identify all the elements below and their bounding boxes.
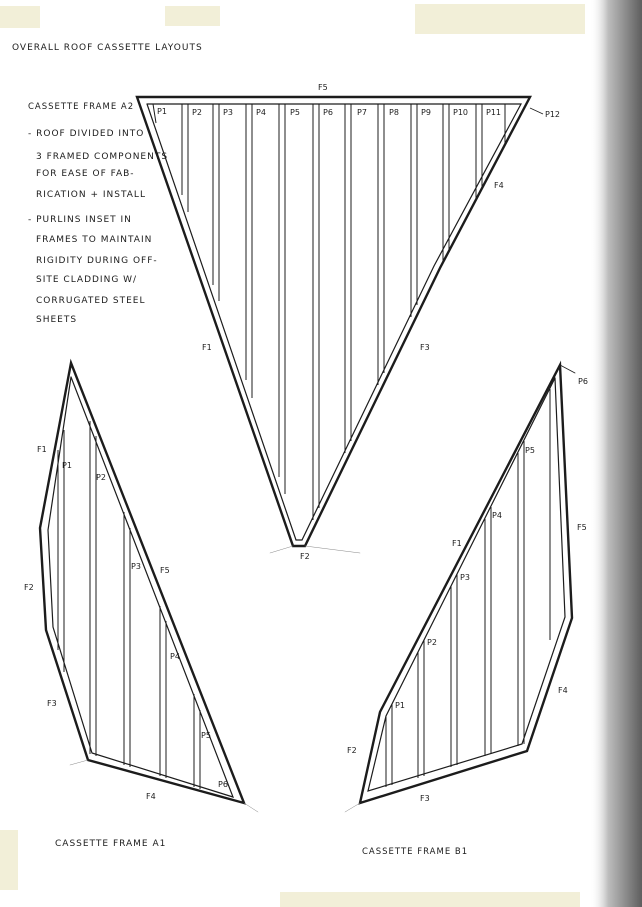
purlin-label: P6 [578,377,588,386]
purlin-label: P5 [201,731,211,740]
frame-label: F3 [420,343,430,352]
purlin-label: P5 [290,108,300,117]
note-line: - PURLINS INSET IN [28,215,132,225]
frame-label: F2 [24,583,34,592]
construction-line [345,803,360,812]
frame-b1-caption: CASSETTE FRAME B1 [362,847,469,857]
purlin-label: P4 [170,652,180,661]
note-line: 3 FRAMED COMPONENTS [36,152,169,162]
note-line: SITE CLADDING W/ [36,275,138,285]
purlin-label: P2 [96,473,106,482]
sheet-title: OVERALL ROOF CASSETTE LAYOUTS [12,43,203,53]
note-line: FRAMES TO MAINTAIN [36,235,153,245]
purlin-label: P2 [192,108,202,117]
frame-a1-caption: CASSETTE FRAME A1 [55,839,167,849]
frame-label: F4 [558,686,568,695]
frame-a2-caption: CASSETTE FRAME A2 [28,102,135,112]
purlin-label: P7 [357,108,367,117]
frame-label: F1 [202,343,212,352]
frame-label: F3 [47,699,57,708]
frame-label: F5 [160,566,170,575]
purlin-label: P5 [525,446,535,455]
frame-label: F1 [37,445,47,454]
frame-label: F1 [452,539,462,548]
purlin-label: P6 [218,780,228,789]
frame-label: F5 [577,523,587,532]
frame-label: F4 [146,792,156,801]
note-line: RICATION + INSTALL [36,190,146,200]
purlin-label: P1 [62,461,72,470]
purlin-label: P4 [256,108,266,117]
purlin-label: P3 [223,108,233,117]
purlin-label: P3 [460,573,470,582]
purlin-label: P12 [545,110,561,119]
purlin-label: P1 [157,107,167,116]
purlin-label: P2 [427,638,437,647]
purlin-label: P10 [453,108,469,117]
purlin-label: P6 [323,108,333,117]
purlin-label: P1 [395,701,405,710]
frame-label: F4 [494,181,504,190]
purlin-label: P4 [492,511,502,520]
frame-label: F5 [318,83,328,92]
purlin-label: P8 [389,108,399,117]
frame-label: F2 [300,552,310,561]
note-line: SHEETS [36,315,78,325]
frame-label: F2 [347,746,357,755]
note-line: - ROOF DIVIDED INTO [28,129,145,139]
purlin-label: P3 [131,562,141,571]
note-line: CORRUGATED STEEL [36,296,146,306]
purlin-label: P9 [421,108,431,117]
purlin-label: P11 [486,108,502,117]
leader-line [560,365,575,373]
note-line: RIGIDITY DURING OFF- [36,256,158,266]
note-line: FOR EASE OF FAB- [36,169,135,179]
frame-label: F3 [420,794,430,803]
